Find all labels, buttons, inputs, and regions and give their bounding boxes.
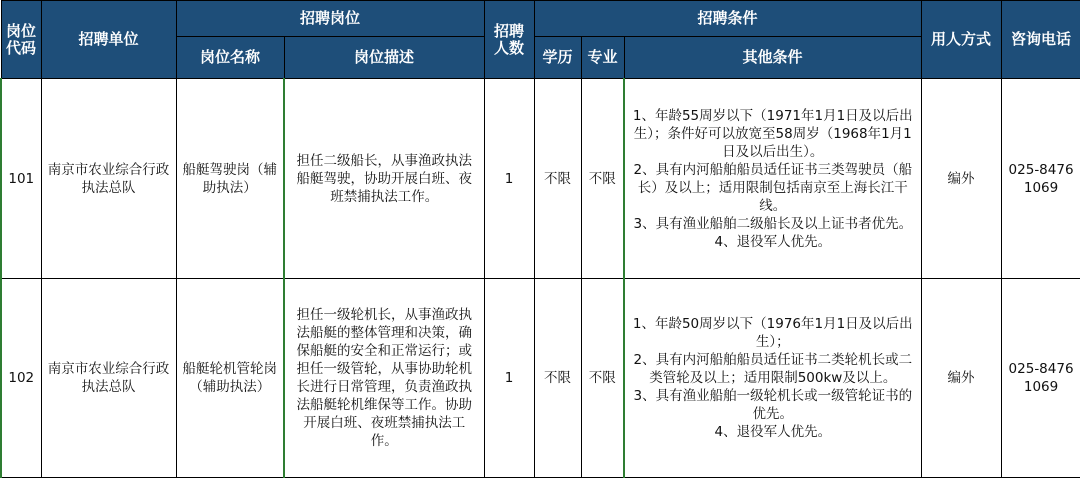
cell-phone: 025-84761069: [1001, 279, 1080, 478]
header-other: 其他条件: [624, 37, 921, 79]
cell-position-desc: [284, 79, 484, 279]
cell-other-conditions: [624, 79, 921, 279]
condition-line: 2、具有内河船舶船员适任证书三类驾驶员（船长）及以上；适用限制包括南京至上海长江干线。: [633, 161, 913, 214]
cell-unit: 南京市农业综合行政执法总队: [41, 279, 176, 478]
header-unit: 招聘单位: [41, 1, 176, 79]
cell-major: 不限: [581, 279, 624, 478]
header-code: 岗位代码: [1, 1, 41, 79]
desc-text: 担任二级船长，从事渔政执法船艇驾驶，协助开展白班、夜班禁捕执法工作。: [296, 152, 472, 205]
condition-line: 1、年龄50周岁以下（1976年1月1日及以后出生）；: [632, 316, 913, 350]
cell-code: 102: [1, 279, 41, 478]
cell-employment: 编外: [921, 79, 1001, 279]
header-phone: 咨询电话: [1001, 1, 1080, 79]
header-row-1: [1, 1, 1080, 37]
cell-position-name: 船艇轮机管轮岗（辅助执法）: [176, 279, 284, 478]
cell-code: 101: [1, 79, 41, 279]
cell-major: 不限: [581, 79, 624, 279]
desc-text: 担任一级轮机长，从事渔政执法船艇的整体管理和决策，确保船艇的安全和正常运行；或担任一级管轮，从事协助轮机长进行日常管理，负责渔政执法船艇轮机维保等工作。协助开展白班、夜班禁捕执法工作。: [296, 307, 472, 449]
condition-line: 3、具有渔业船舶二级船长及以上证书者优先。: [633, 215, 913, 232]
cell-other-conditions: [624, 279, 921, 478]
header-education: 学历: [534, 37, 581, 79]
header-employment: 用人方式: [921, 1, 1001, 79]
condition-line: 3、具有渔业船舶一级轮机长或一级管轮证书的优先。: [633, 388, 913, 422]
cell-education: 不限: [534, 79, 581, 279]
header-count: 招聘人数: [484, 1, 534, 79]
header-major: 专业: [581, 37, 624, 79]
cell-unit: 南京市农业综合行政执法总队: [41, 79, 176, 279]
condition-line: 4、退役军人优先。: [714, 424, 832, 440]
header-position-group: 招聘岗位: [176, 1, 484, 37]
cell-employment: 编外: [921, 279, 1001, 478]
condition-line: 2、具有内河船舶船员适任证书二类轮机长或二类管轮及以上；适用限制500kw及以上。: [633, 352, 913, 386]
header-position-desc: 岗位描述: [284, 37, 484, 79]
header-position-name: 岗位名称: [176, 37, 284, 79]
cell-phone: 025-84761069: [1001, 79, 1080, 279]
condition-line: 1、年龄55周岁以下（1971年1月1日及以后出生）；条件好可以放宽至58周岁（1968年1月1日及以后出生）。: [632, 107, 913, 160]
cell-count: 1: [484, 279, 534, 478]
cell-position-desc: [284, 279, 484, 478]
condition-line: 4、退役军人优先。: [714, 233, 832, 250]
cell-count: 1: [484, 79, 534, 279]
cell-position-name: 船艇驾驶岗（辅助执法）: [176, 79, 284, 279]
table-row: [1, 279, 1080, 478]
table-row: [1, 79, 1080, 279]
header-conditions-group: 招聘条件: [534, 1, 921, 37]
cell-education: 不限: [534, 279, 581, 478]
